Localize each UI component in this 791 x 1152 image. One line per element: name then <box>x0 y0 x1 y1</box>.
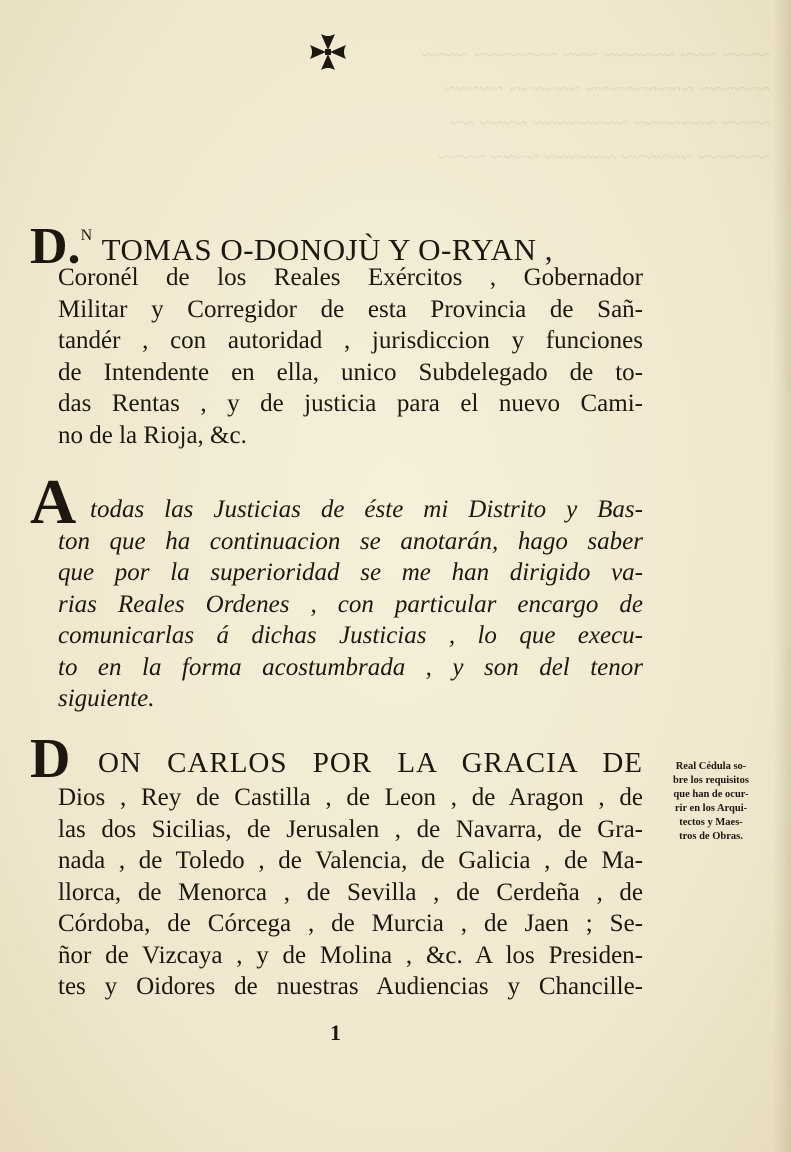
text-line: das Rentas , y de justicia para el nuevo Cami- <box>58 390 643 417</box>
heading-superscript: N <box>80 227 93 244</box>
text-line: todas las Justicias de éste mi Distrito y Bas- <box>90 496 643 523</box>
royal-decree-paragraph <box>58 782 643 1003</box>
text-line: rias Reales Ordenes , con particular encargo de <box>58 590 643 618</box>
text-line: no de la Rioja, &c. <box>58 421 247 449</box>
text-line: tes y Oidores de nuestras Audiencias y Chancille- <box>58 973 643 1000</box>
intro-paragraph <box>58 262 643 451</box>
page-number: 1 <box>330 1020 341 1045</box>
heading-initial: D. <box>30 218 81 275</box>
text-line: tandér , con autoridad , jurisdiccion y funciones <box>58 327 643 354</box>
text-line: nada , de Toledo , de Valencia, de Galicia , de Ma- <box>58 847 643 874</box>
drop-cap-d: D <box>30 728 71 790</box>
text-line: Coronél de los Reales Exércitos , Gobernador <box>58 264 643 291</box>
text-line: comunicarlas á dichas Justicias , lo que execu- <box>58 622 643 649</box>
text-line: ñor de Vizcaya , y de Molina , &c. A los Presiden- <box>58 941 643 969</box>
text-line: llorca, de Menorca , de Sevilla , de Cerdeña , de <box>58 878 643 906</box>
text-line: de Intendente en ella, unico Subdelegado de to- <box>58 358 643 386</box>
marginal-note-line: rir en los Arqui- <box>674 803 748 814</box>
marginal-note-line: bre los requisitos <box>672 775 750 786</box>
marginal-note-line: tros de Obras. <box>679 831 743 842</box>
text-line: Militar y Corregidor de esta Provincia de Sañ- <box>58 295 643 323</box>
marginal-note-line: que han de ocur- <box>673 789 749 800</box>
page-edge-shadow <box>773 0 791 1152</box>
text-line: ton que ha continuacion se anotarán, hago saber <box>58 527 643 555</box>
marginal-note-line: tectos y Maes- <box>679 817 743 828</box>
marginal-note <box>650 760 772 844</box>
text-line: Córdoba, de Córcega , de Murcia , de Jaen ; Se- <box>58 910 643 937</box>
text-line: to en la forma acostumbrada , y son del tenor <box>58 653 643 681</box>
text-line: Dios , Rey de Castilla , de Leon , de Aragon , de <box>58 784 643 811</box>
marginal-note-line: Real Cédula so- <box>675 761 747 772</box>
text-line: las dos Sicilias, de Jerusalen , de Navarra, de Gra- <box>58 815 643 843</box>
bleed-through-texture: ~~~~ ~~~ ~~~~~~ ~~~ ~~~~~~~ ~~~~ ~~~~~~ ~~~~~~~~~ ~~~~~~ ~~~~~ ~~~~ ~~~~~~~ ~~~~~~~~ ~~~~ ~~ ~~~~~~ ~~~~~~ ~~~~~~ ~~~~ ~~~~ <box>421 42 770 169</box>
heading-name: TOMAS O-DONOJÙ Y O-RYAN , <box>101 232 554 267</box>
drop-cap-a: A <box>30 466 77 537</box>
text-line: siguiente. <box>58 685 155 712</box>
text-line: que por la superioridad se me han dirigido va- <box>58 559 643 586</box>
italic-paragraph <box>58 494 643 715</box>
cross-patty-ornament-icon <box>306 30 350 74</box>
royal-title-line: ON CARLOS POR LA GRACIA DE <box>98 747 643 779</box>
